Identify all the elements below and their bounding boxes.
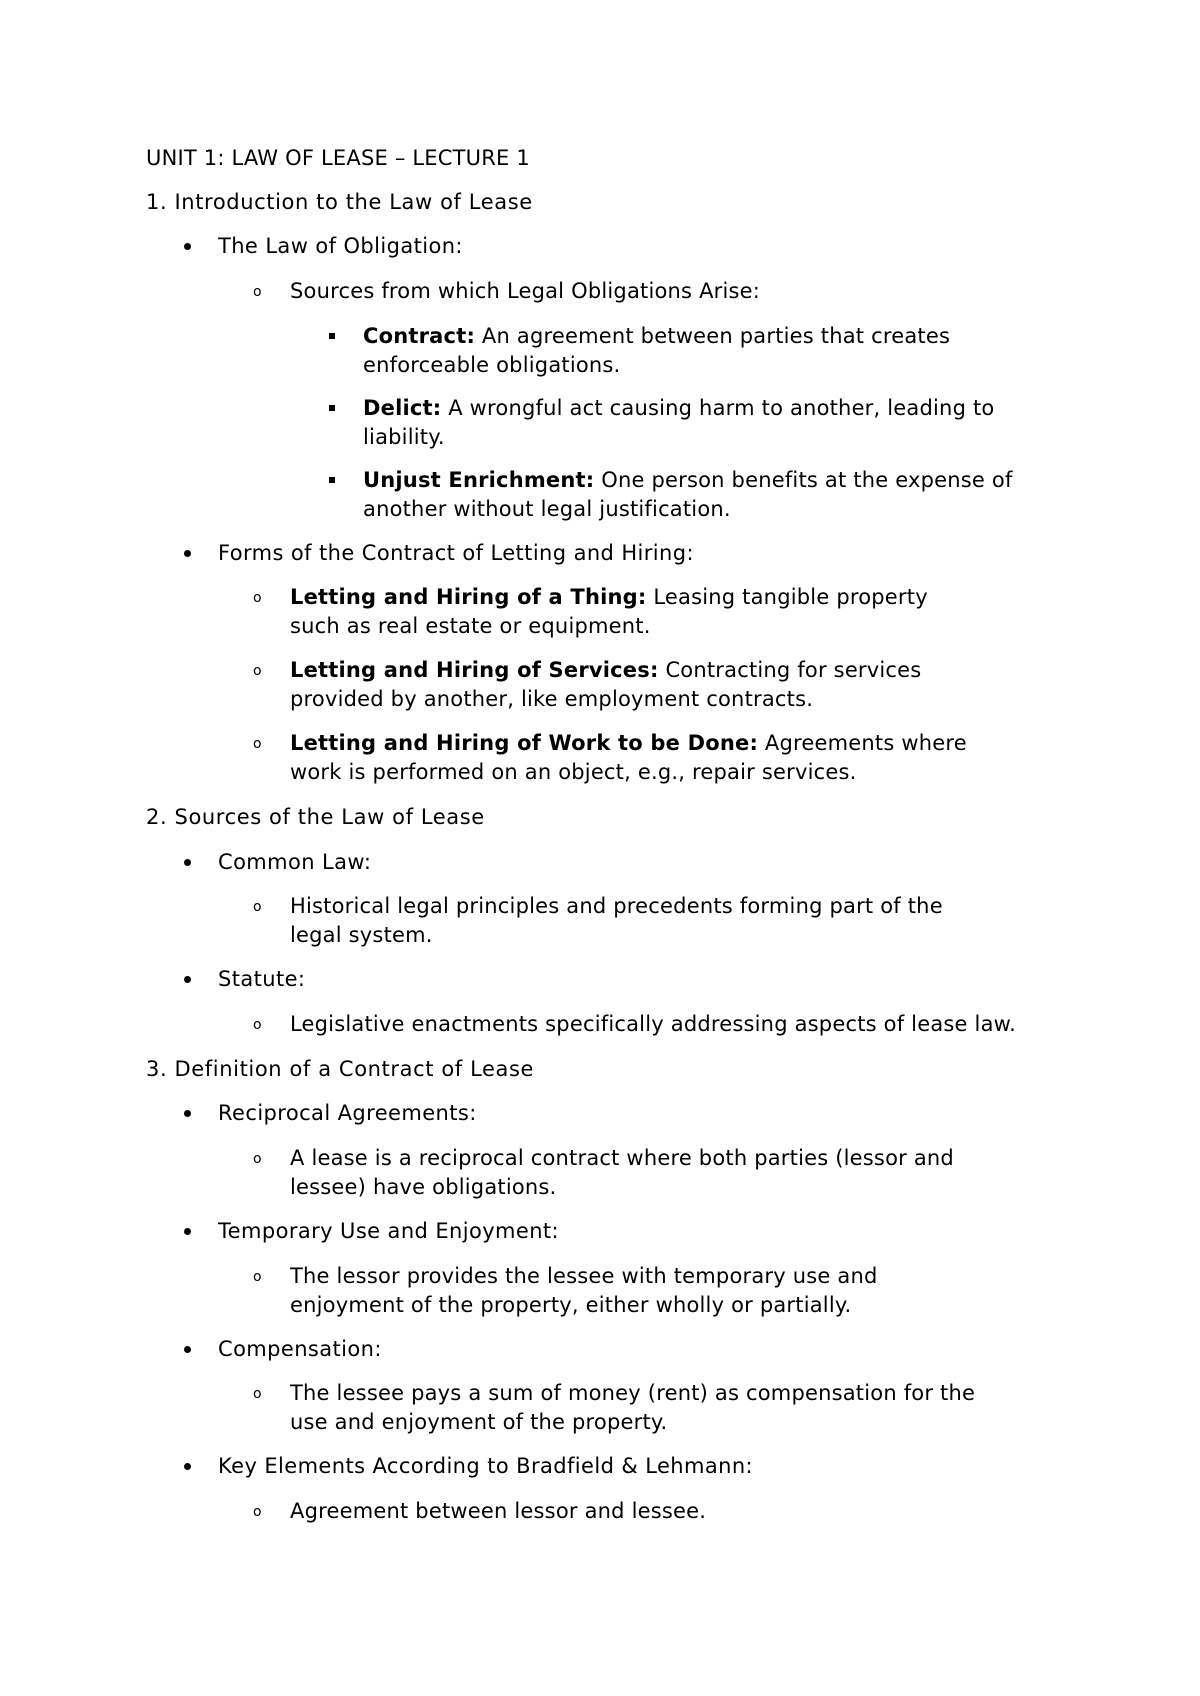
sub-bullet-item [253, 729, 980, 787]
bullet-label: Compensation: [218, 1337, 382, 1361]
point-item [363, 394, 1063, 452]
bullet-square-icon [329, 405, 335, 411]
bullet-item [218, 848, 371, 877]
sub-bullet-text: Legislative enactments specifically addressing aspects of lease law. [290, 1012, 1016, 1036]
sub-bullet-text: The lessee pays a sum of money (rent) as compensation for the use and enjoyment of the property. [290, 1381, 976, 1434]
point-term: Delict: [363, 396, 442, 420]
sub-bullet-item [253, 277, 761, 306]
bullet-circle-icon: o [253, 899, 262, 915]
sub-bullet-text: Leasing tangible property such as real estate or equipment. [290, 585, 928, 638]
point-text: A wrongful act causing harm to another, leading to liability. [363, 396, 995, 449]
sub-bullet-item [253, 1144, 980, 1202]
bullet-dot-icon [184, 1346, 191, 1353]
bullet-item [218, 232, 463, 261]
bullet-circle-icon: o [253, 1151, 262, 1167]
sub-bullet-term: Letting and Hiring of Work to be Done: [290, 731, 759, 755]
bullet-item [218, 965, 305, 994]
bullet-square-icon [329, 333, 335, 339]
bullet-label: Forms of the Contract of Letting and Hiring: [218, 541, 694, 565]
bullet-item [218, 1452, 753, 1481]
point-item [363, 322, 1063, 380]
bullet-item [218, 1217, 559, 1246]
bullet-circle-icon: o [253, 736, 262, 752]
sub-bullet-item [253, 583, 980, 641]
sub-bullet-text: A lease is a reciprocal contract where both parties (lessor and lessee) have obligations. [290, 1146, 954, 1199]
bullet-circle-icon: o [253, 1269, 262, 1285]
bullet-dot-icon [184, 859, 191, 866]
sub-bullet-text: Agreement between lessor and lessee. [290, 1499, 707, 1523]
sub-bullet-text: Agreements where work is performed on an object, e.g., repair services. [290, 731, 967, 784]
bullet-circle-icon: o [253, 663, 262, 679]
point-text: One person benefits at the expense of another without legal justification. [363, 468, 1013, 521]
bullet-dot-icon [184, 550, 191, 557]
bullet-item [218, 1335, 382, 1364]
point-term: Contract: [363, 324, 476, 348]
bullet-label: Key Elements According to Bradfield & Lehmann: [218, 1454, 754, 1478]
section-heading: 1. Introduction to the Law of Lease [146, 190, 533, 214]
bullet-square-icon [329, 477, 335, 483]
bullet-dot-icon [184, 1110, 191, 1117]
sub-bullet-term: Letting and Hiring of a Thing: [290, 585, 647, 609]
bullet-label: Common Law: [218, 850, 372, 874]
bullet-circle-icon: o [253, 1017, 262, 1033]
sub-bullet-item [253, 1497, 707, 1526]
sub-bullet-item [253, 1010, 1016, 1039]
bullet-dot-icon [184, 243, 191, 250]
sub-bullet-term: Letting and Hiring of Services: [290, 658, 659, 682]
bullet-label: Statute: [218, 967, 306, 991]
sub-bullet-text: The lessor provides the lessee with temporary use and enjoyment of the property, either wholly or partially. [290, 1264, 878, 1317]
bullet-label: The Law of Obligation: [218, 234, 463, 258]
bullet-label: Reciprocal Agreements: [218, 1101, 477, 1125]
bullet-circle-icon: o [253, 590, 262, 606]
bullet-circle-icon: o [253, 1504, 262, 1520]
point-text: An agreement between parties that creates enforceable obligations. [363, 324, 951, 377]
section-heading: 3. Definition of a Contract of Lease [146, 1057, 535, 1081]
bullet-label: Temporary Use and Enjoyment: [218, 1219, 560, 1243]
bullet-dot-icon [184, 1228, 191, 1235]
bullet-circle-icon: o [253, 1386, 262, 1402]
point-item [363, 466, 1063, 524]
sub-bullet-item [253, 892, 980, 950]
sub-bullet-text: Historical legal principles and precedents forming part of the legal system. [290, 894, 943, 947]
sub-bullet-text: Contracting for services provided by another, like employment contracts. [290, 658, 922, 711]
sub-bullet-item [253, 1262, 980, 1320]
point-term: Unjust Enrichment: [363, 468, 595, 492]
bullet-circle-icon: o [253, 284, 262, 300]
sub-bullet-item [253, 1379, 980, 1437]
bullet-dot-icon [184, 976, 191, 983]
bullet-item [218, 539, 694, 568]
section-heading: 2. Sources of the Law of Lease [146, 805, 485, 829]
bullet-dot-icon [184, 1463, 191, 1470]
sub-bullet-item [253, 656, 980, 714]
document-title: UNIT 1: LAW OF LEASE – LECTURE 1 [146, 146, 530, 170]
bullet-item [218, 1099, 477, 1128]
sub-bullet-label: Sources from which Legal Obligations Arise: [290, 279, 761, 303]
